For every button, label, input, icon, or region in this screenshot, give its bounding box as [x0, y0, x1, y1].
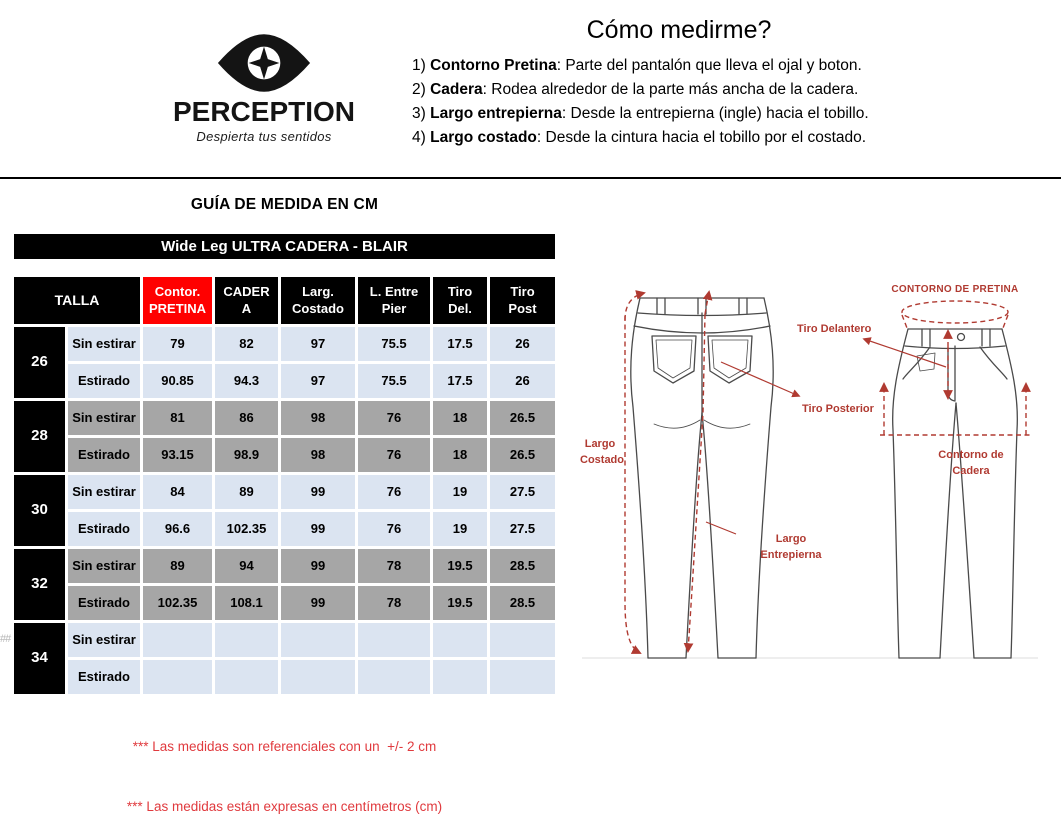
- footnote: *** Las medidas están expresas en centímetros (cm): [126, 799, 443, 814]
- value-cell: 102.35: [215, 512, 278, 546]
- header-line: A: [241, 300, 252, 316]
- value-cell: 28.5: [490, 549, 555, 583]
- value-cell: 76: [358, 512, 430, 546]
- value-cell: 19.5: [433, 586, 487, 620]
- value-cell: 18: [433, 401, 487, 435]
- value-cell: 84: [143, 475, 212, 509]
- instruction-item: [398, 78, 960, 102]
- header-line: Contor.: [154, 284, 201, 300]
- value-cell: 78: [358, 549, 430, 583]
- value-cell: [490, 623, 555, 657]
- value-cell: 76: [358, 438, 430, 472]
- value-cell: 82: [215, 327, 278, 361]
- size-cell: 34: [14, 623, 65, 694]
- value-cell: 99: [281, 475, 355, 509]
- value-cell: 96.6: [143, 512, 212, 546]
- value-cell: [490, 660, 555, 694]
- pants-measurement-diagram: [578, 272, 1060, 684]
- value-cell: 28.5: [490, 586, 555, 620]
- value-cell: 98: [281, 438, 355, 472]
- row-label-cell: Sin estirar: [68, 623, 140, 657]
- value-cell: 94.3: [215, 364, 278, 398]
- column-header-tiro-delantero: [433, 277, 487, 324]
- value-cell: 93.15: [143, 438, 212, 472]
- instruction-item: [398, 102, 960, 126]
- label-tiro-delantero: Tiro Delantero: [797, 323, 872, 335]
- value-cell: 19: [433, 475, 487, 509]
- pants-back-view: [631, 298, 773, 658]
- row-label-cell: Sin estirar: [68, 475, 140, 509]
- column-header-talla: TALLA: [14, 277, 140, 324]
- row-label-cell: Estirado: [68, 438, 140, 472]
- value-cell: 18: [433, 438, 487, 472]
- spreadsheet-edge-artifact: ##: [0, 633, 11, 645]
- eye-with-star-icon: [216, 34, 312, 92]
- size-cell: 30: [14, 475, 65, 546]
- item-desc: : Rodea alrededor de la parte más ancha de la cadera.: [482, 81, 859, 98]
- value-cell: [281, 660, 355, 694]
- value-cell: 19.5: [433, 549, 487, 583]
- item-number: 1): [412, 57, 426, 74]
- header-line: Tiro: [447, 284, 473, 300]
- value-cell: 97: [281, 364, 355, 398]
- back-view-annotations: [625, 292, 799, 653]
- column-header-cadera: [215, 277, 278, 324]
- value-cell: 26: [490, 364, 555, 398]
- product-title-bar: Wide Leg ULTRA CADERA - BLAIR: [14, 234, 555, 259]
- value-cell: [433, 623, 487, 657]
- header-line: Post: [508, 300, 537, 316]
- instruction-item: [398, 54, 960, 78]
- value-cell: 17.5: [433, 364, 487, 398]
- label-contorno-pretina: CONTORNO DE PRETINA: [891, 284, 1019, 295]
- row-label-cell: Estirado: [68, 660, 140, 694]
- header-line: L. Entre: [369, 284, 419, 300]
- value-cell: 99: [281, 586, 355, 620]
- value-cell: [215, 623, 278, 657]
- row-label-cell: Estirado: [68, 586, 140, 620]
- item-number: 3): [412, 105, 426, 122]
- value-cell: 98.9: [215, 438, 278, 472]
- size-cell: 32: [14, 549, 65, 620]
- value-cell: 81: [143, 401, 212, 435]
- header-line: Larg.: [302, 284, 334, 300]
- item-desc: : Desde la entrepierna (ingle) hacia el tobillo.: [561, 105, 869, 122]
- footnote: *** Las medidas son referenciales con un +/- 2 cm: [132, 739, 437, 754]
- value-cell: 78: [358, 586, 430, 620]
- value-cell: 99: [281, 549, 355, 583]
- value-cell: 26.5: [490, 401, 555, 435]
- value-cell: 75.5: [358, 364, 430, 398]
- header-line: CADER: [223, 284, 270, 300]
- item-term: Largo costado: [430, 129, 537, 146]
- header-line: Del.: [448, 300, 472, 316]
- item-term: Largo entrepierna: [430, 105, 562, 122]
- pretina-contour-ellipse: [902, 301, 1008, 323]
- brand-logo: [168, 34, 360, 144]
- instructions-title: Cómo medirme?: [586, 16, 772, 44]
- measuring-instructions: [398, 16, 960, 150]
- value-cell: 27.5: [490, 475, 555, 509]
- item-desc: : Desde la cintura hacia el tobillo por el costado.: [536, 129, 867, 146]
- size-cell: 28: [14, 401, 65, 472]
- item-number: 2): [412, 81, 426, 98]
- value-cell: [215, 660, 278, 694]
- label-largo-entrepierna: Entrepierna: [760, 549, 822, 561]
- pants-front-view: [893, 329, 1018, 658]
- header-line: Pier: [381, 300, 407, 316]
- label-contorno-cadera: Cadera: [952, 465, 990, 477]
- value-cell: 26: [490, 327, 555, 361]
- value-cell: 97: [281, 327, 355, 361]
- header-line: Costado: [292, 300, 344, 316]
- value-cell: [358, 623, 430, 657]
- label-largo-costado: Costado: [580, 454, 624, 466]
- item-term: Contorno Pretina: [430, 57, 557, 74]
- value-cell: 86: [215, 401, 278, 435]
- value-cell: 94: [215, 549, 278, 583]
- item-desc: : Parte del pantalón que lleva el ojal y boton.: [556, 57, 862, 74]
- row-label-cell: Estirado: [68, 364, 140, 398]
- row-label-cell: Sin estirar: [68, 401, 140, 435]
- value-cell: 27.5: [490, 512, 555, 546]
- column-header-largo-entrepierna: [358, 277, 430, 324]
- value-cell: 99: [281, 512, 355, 546]
- label-largo-entrepierna: Largo: [775, 533, 807, 545]
- row-label-cell: Sin estirar: [68, 327, 140, 361]
- value-cell: 76: [358, 401, 430, 435]
- section-divider: [0, 177, 1061, 179]
- footnotes: [14, 697, 555, 837]
- value-cell: 90.85: [143, 364, 212, 398]
- row-label-cell: Estirado: [68, 512, 140, 546]
- instruction-item: [398, 126, 960, 150]
- item-term: Cadera: [430, 81, 483, 98]
- item-number: 4): [412, 129, 426, 146]
- value-cell: 102.35: [143, 586, 212, 620]
- column-header-largo-costado: [281, 277, 355, 324]
- header-line: PRETINA: [148, 300, 207, 316]
- value-cell: 76: [358, 475, 430, 509]
- label-tiro-posterior: Tiro Posterior: [802, 403, 874, 415]
- value-cell: 17.5: [433, 327, 487, 361]
- value-cell: 79: [143, 327, 212, 361]
- value-cell: 108.1: [215, 586, 278, 620]
- column-header-contorno-pretina: [143, 277, 212, 324]
- value-cell: 19: [433, 512, 487, 546]
- label-contorno-cadera: Contorno de: [938, 449, 1004, 461]
- label-largo-costado: Largo: [584, 438, 616, 450]
- value-cell: 26.5: [490, 438, 555, 472]
- value-cell: 89: [143, 549, 212, 583]
- guide-heading: GUÍA DE MEDIDA EN CM: [190, 196, 379, 213]
- value-cell: 98: [281, 401, 355, 435]
- column-header-tiro-posterior: [490, 277, 555, 324]
- value-cell: [143, 623, 212, 657]
- value-cell: 75.5: [358, 327, 430, 361]
- brand-name: PERCEPTION: [172, 96, 356, 127]
- value-cell: [143, 660, 212, 694]
- header-line: Tiro: [510, 284, 535, 300]
- value-cell: [281, 623, 355, 657]
- value-cell: 89: [215, 475, 278, 509]
- size-table: [14, 277, 555, 694]
- size-cell: 26: [14, 327, 65, 398]
- brand-tagline: Despierta tus sentidos: [196, 129, 332, 144]
- row-label-cell: Sin estirar: [68, 549, 140, 583]
- value-cell: [358, 660, 430, 694]
- value-cell: [433, 660, 487, 694]
